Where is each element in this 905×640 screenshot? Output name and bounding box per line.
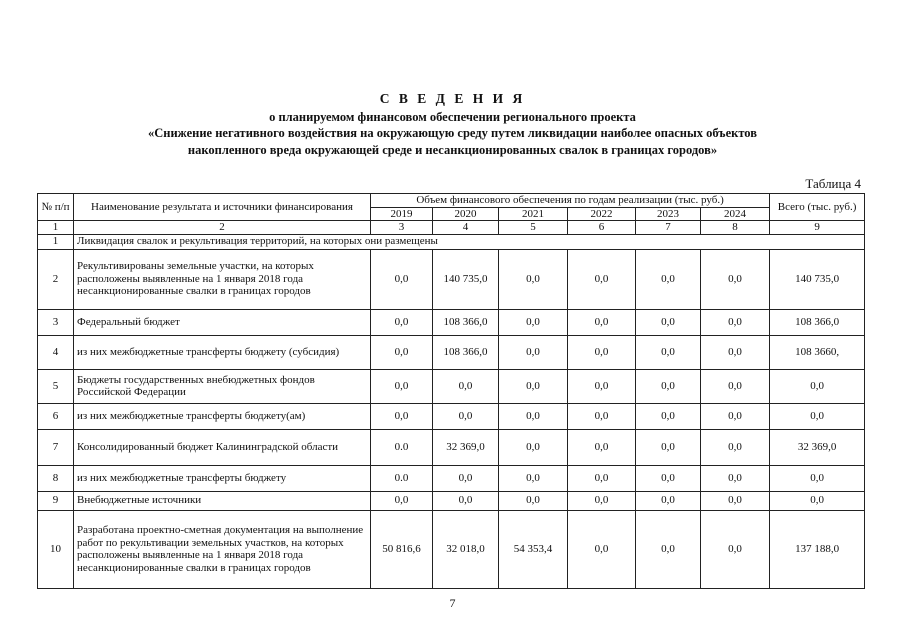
row-year-value: 0,0 [371, 403, 433, 429]
row-year-value: 0,0 [636, 491, 701, 510]
row-name: Бюджеты государственных внебюджетных фондов Российской Федерации [74, 369, 371, 403]
row-year-value: 0,0 [636, 465, 701, 491]
row-year-value: 54 353,4 [499, 510, 568, 588]
row-total: 32 369,0 [770, 429, 865, 465]
row-year-value: 0,0 [636, 429, 701, 465]
row-year-value: 0,0 [499, 335, 568, 369]
row-year-value: 0.0 [371, 429, 433, 465]
row-name: из них межбюджетные трансферты бюджету(ам) [74, 403, 371, 429]
column-number: 6 [568, 221, 636, 235]
page-number: 7 [449, 596, 456, 610]
header-year-group: Объем финансового обеспечения по годам реализации (тыс. руб.) [371, 194, 770, 208]
row-name: Консолидированный бюджет Калининградской области [74, 429, 371, 465]
row-year-value: 0,0 [371, 249, 433, 309]
row-name: Разработана проектно-сметная документация на выполнение работ по рекультивации земельных участков, на которых расположены выявленные на 1 января 2018 года несанкционированные свалки в границах городов [74, 510, 371, 588]
row-year-value: 32 369,0 [433, 429, 499, 465]
row-year-value: 0,0 [499, 491, 568, 510]
row-total: 0,0 [770, 369, 865, 403]
header-name: Наименование результата и источники финансирования [74, 194, 371, 221]
table-row [38, 465, 865, 491]
row-year-value: 32 018,0 [433, 510, 499, 588]
row-year-value: 0,0 [568, 465, 636, 491]
row-year-value: 0,0 [499, 429, 568, 465]
row-name: из них межбюджетные трансферты бюджету [74, 465, 371, 491]
row-year-value: 0,0 [701, 369, 770, 403]
row-year-value: 108 366,0 [433, 309, 499, 335]
row-year-value: 0,0 [568, 429, 636, 465]
row-year-value: 0,0 [499, 249, 568, 309]
row-total: 108 366,0 [770, 309, 865, 335]
row-name: Рекультивированы земельные участки, на которых расположены выявленные на 1 января 2018 года несанкционированные свалки в границах городов [74, 249, 371, 309]
row-year-value: 0,0 [371, 309, 433, 335]
column-number: 2 [74, 221, 371, 235]
row-year-value: 0,0 [568, 369, 636, 403]
header-year: 2022 [568, 207, 636, 221]
row-total: 0,0 [770, 491, 865, 510]
row-year-value: 0,0 [636, 510, 701, 588]
table-row [38, 335, 865, 369]
project-name-line-1: «Снижение негативного воздействия на окружающую среду путем ликвидации наиболее опасных объектов [148, 126, 757, 140]
row-total: 137 188,0 [770, 510, 865, 588]
row-year-value: 0,0 [636, 403, 701, 429]
table-row [38, 309, 865, 335]
row-year-value: 0,0 [701, 249, 770, 309]
header-year: 2019 [371, 207, 433, 221]
row-year-value: 0,0 [568, 510, 636, 588]
document-subtitle: о планируемом финансовом обеспечении регионального проекта [269, 110, 636, 124]
row-year-value: 0,0 [433, 403, 499, 429]
section-row-num: 1 [38, 234, 74, 249]
column-number: 9 [770, 221, 865, 235]
row-year-value: 0,0 [701, 335, 770, 369]
row-total: 0,0 [770, 465, 865, 491]
row-year-value: 50 816,6 [371, 510, 433, 588]
table-label: Таблица 4 [805, 176, 861, 191]
row-year-value: 0,0 [636, 369, 701, 403]
table-row [38, 491, 865, 510]
row-year-value: 0,0 [636, 335, 701, 369]
row-total: 108 3660, [770, 335, 865, 369]
row-name: из них межбюджетные трансферты бюджету (субсидия) [74, 335, 371, 369]
financing-table [37, 193, 865, 589]
table-row [38, 249, 865, 309]
row-number: 10 [38, 510, 74, 588]
row-year-value: 0,0 [568, 491, 636, 510]
column-number: 5 [499, 221, 568, 235]
header-year: 2023 [636, 207, 701, 221]
row-year-value: 0,0 [568, 249, 636, 309]
row-year-value: 0,0 [636, 249, 701, 309]
row-name: Федеральный бюджет [74, 309, 371, 335]
table-row [38, 510, 865, 588]
row-total: 0,0 [770, 403, 865, 429]
row-number: 7 [38, 429, 74, 465]
header-year: 2024 [701, 207, 770, 221]
column-number: 8 [701, 221, 770, 235]
row-number: 9 [38, 491, 74, 510]
row-year-value: 0,0 [371, 335, 433, 369]
column-number: 3 [371, 221, 433, 235]
row-year-value: 0,0 [433, 491, 499, 510]
row-year-value: 0,0 [371, 369, 433, 403]
row-number: 2 [38, 249, 74, 309]
row-number: 4 [38, 335, 74, 369]
row-year-value: 0.0 [371, 465, 433, 491]
row-year-value: 0,0 [371, 491, 433, 510]
row-year-value: 0,0 [568, 309, 636, 335]
header-num: № п/п [38, 194, 74, 221]
row-year-value: 0,0 [701, 465, 770, 491]
row-year-value: 0,0 [568, 335, 636, 369]
table-row [38, 403, 865, 429]
row-year-value: 0,0 [499, 403, 568, 429]
row-year-value: 0,0 [701, 403, 770, 429]
header-year: 2020 [433, 207, 499, 221]
row-name: Внебюджетные источники [74, 491, 371, 510]
table-row [38, 429, 865, 465]
table-row [38, 369, 865, 403]
column-number: 4 [433, 221, 499, 235]
row-year-value: 140 735,0 [433, 249, 499, 309]
row-year-value: 0,0 [701, 429, 770, 465]
row-number: 6 [38, 403, 74, 429]
project-name-line-2: накопленного вреда окружающей среде и несанкционированных свалок в границах городов» [187, 143, 718, 157]
row-year-value: 0,0 [433, 465, 499, 491]
row-year-value: 0,0 [499, 465, 568, 491]
row-year-value: 0,0 [701, 309, 770, 335]
row-year-value: 0,0 [636, 309, 701, 335]
row-number: 5 [38, 369, 74, 403]
row-year-value: 108 366,0 [433, 335, 499, 369]
row-number: 8 [38, 465, 74, 491]
row-year-value: 0,0 [568, 403, 636, 429]
section-row-title: Ликвидация свалок и рекультивация территорий, на которых они размещены [74, 234, 865, 249]
row-number: 3 [38, 309, 74, 335]
row-year-value: 0,0 [701, 510, 770, 588]
column-number: 1 [38, 221, 74, 235]
row-year-value: 0,0 [499, 369, 568, 403]
row-year-value: 0,0 [701, 491, 770, 510]
row-total: 140 735,0 [770, 249, 865, 309]
document-title: С В Е Д Е Н И Я [379, 91, 526, 106]
column-number: 7 [636, 221, 701, 235]
header-year: 2021 [499, 207, 568, 221]
header-total: Всего (тыс. руб.) [770, 194, 865, 221]
row-year-value: 0,0 [433, 369, 499, 403]
row-year-value: 0,0 [499, 309, 568, 335]
